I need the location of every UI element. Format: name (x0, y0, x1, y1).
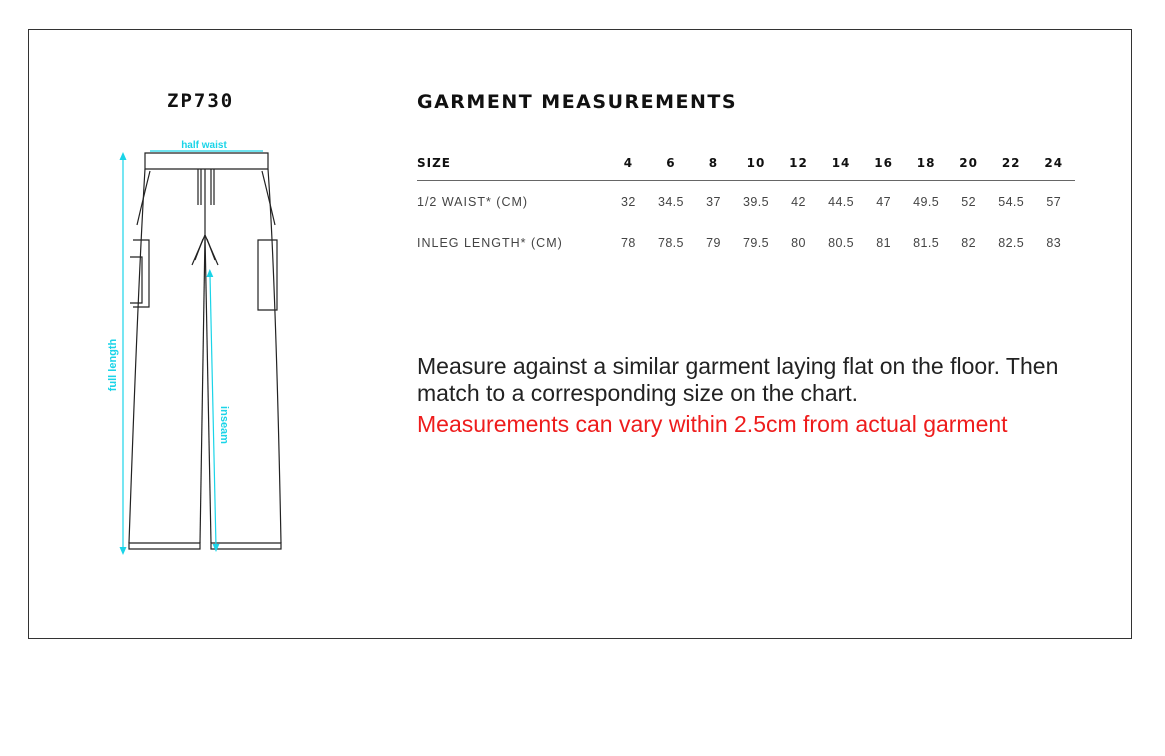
table-header-row (417, 146, 1075, 181)
table-cell: 37 (706, 194, 721, 209)
table-cell: 80 (791, 235, 806, 250)
size-col: 24 (1032, 146, 1075, 181)
size-col: 20 (947, 146, 990, 181)
table-cell: 79.5 (743, 235, 769, 250)
size-col: 22 (990, 146, 1033, 181)
table-cell: 54.5 (998, 194, 1025, 209)
product-code: ZP730 (167, 90, 235, 112)
table-row (417, 222, 1075, 263)
table-cell: 79 (706, 235, 721, 250)
pants-diagram (100, 135, 300, 565)
table-cell: 49.5 (913, 194, 940, 209)
table-cell: 82.5 (998, 235, 1025, 250)
table-cell: 81.5 (913, 235, 940, 250)
half-waist-label: half waist (181, 140, 227, 151)
page-title: GARMENT MEASUREMENTS (417, 91, 738, 113)
measuring-instructions: Measure against a similar garment laying flat on the floor. Then match to a corresponding size on the chart. (417, 353, 1059, 406)
row-label: INLEG LENGTH* (CM) (417, 235, 563, 250)
size-col: 18 (905, 146, 948, 181)
table-cell: 81 (876, 235, 891, 250)
table-cell: 39.5 (743, 194, 769, 209)
size-col: 4 (607, 146, 650, 181)
table-cell: 80.5 (828, 235, 855, 250)
table-cell: 57 (1046, 194, 1062, 209)
full-length-label: full length (107, 338, 119, 392)
table-row (417, 181, 1075, 223)
measurement-warning: Measurements can vary within 2.5cm from actual garment (417, 411, 1008, 437)
inseam-label: inseam (218, 406, 230, 444)
size-col: 10 (735, 146, 778, 181)
table-cell: 42 (791, 194, 806, 209)
size-col: 14 (820, 146, 863, 181)
table-cell: 47 (876, 194, 891, 209)
size-col: 16 (862, 146, 905, 181)
table-cell: 52 (961, 194, 977, 209)
size-col: 12 (777, 146, 820, 181)
table-cell: 78.5 (657, 235, 684, 250)
size-header: SIZE (417, 146, 607, 181)
table-cell: 82 (961, 235, 977, 250)
table-cell: 32 (621, 194, 636, 209)
size-table (417, 146, 1075, 263)
table-cell: 83 (1046, 235, 1062, 250)
size-col: 6 (650, 146, 693, 181)
table-cell: 34.5 (657, 194, 684, 209)
table-cell: 78 (621, 235, 636, 250)
row-label: 1/2 WAIST* (CM) (417, 194, 529, 209)
size-col: 8 (692, 146, 735, 181)
table-cell: 44.5 (828, 194, 855, 209)
